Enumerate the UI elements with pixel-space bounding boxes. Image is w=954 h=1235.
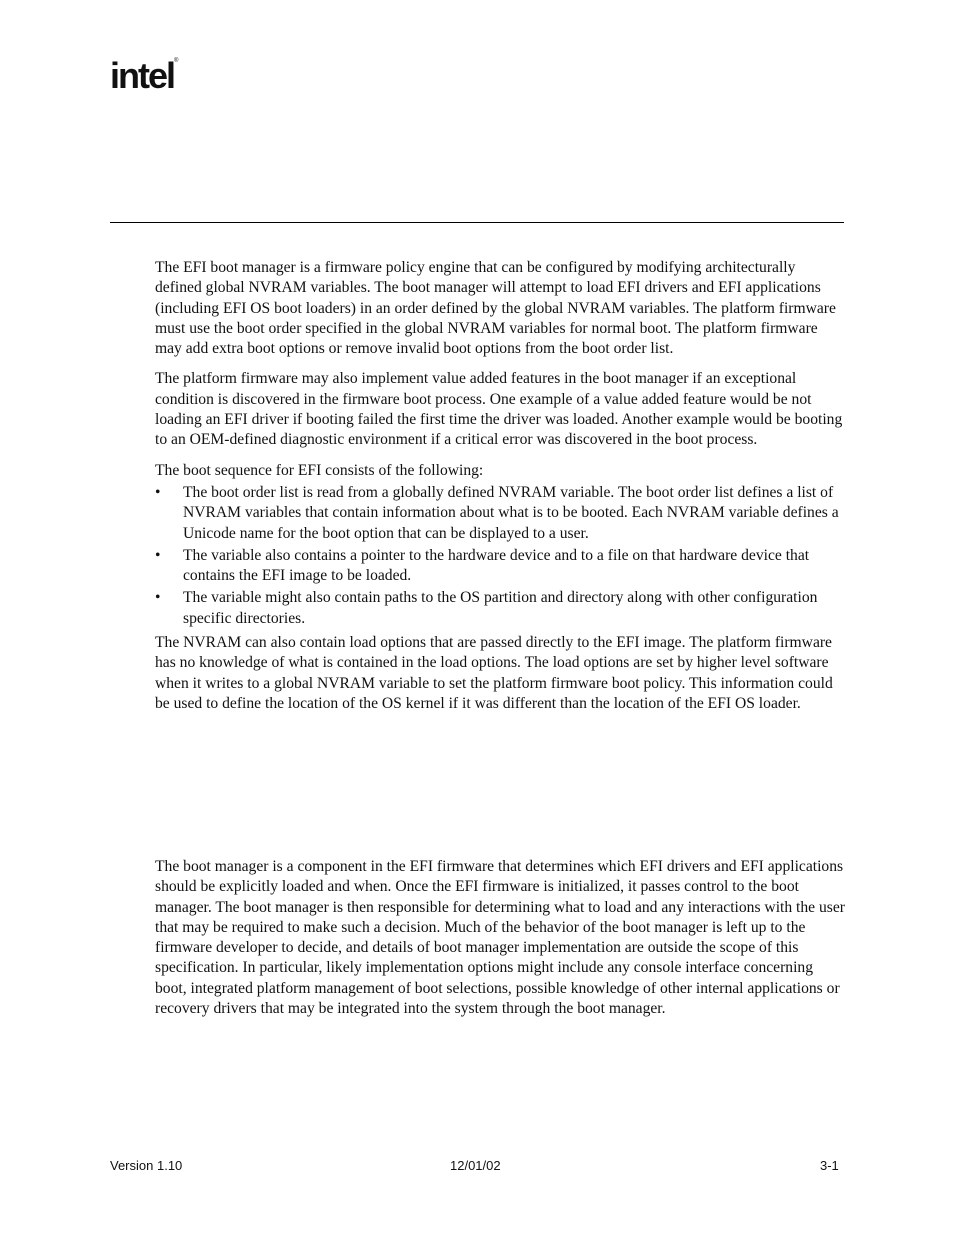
- paragraph: The EFI boot manager is a firmware policy engine that can be configured by modifying architecturally defined global NVRAM variables. The boot manager will attempt to load EFI drivers and EFI applications (including EFI OS boot loaders) in an order defined by the global NVRAM variables. The platform firmware must use the boot order specified in the global NVRAM variables for normal boot. The platform firmware may add extra boot options or remove invalid boot options from the boot order list.: [155, 259, 836, 358]
- boot-sequence-list: [155, 483, 845, 629]
- header-rule: [110, 222, 844, 223]
- paragraph: The platform firmware may also implement value added features in the boot manager if an exceptional condition is discovered in the firmware boot process. One example of a value added feature would be not loading an EFI driver if booting failed the first time the driver was loaded. Another example would be booting to an OEM-defined diagnostic environment if a critical error was discovered in the boot process.: [155, 370, 843, 449]
- list-item: • The variable might also contain paths to the OS partition and directory along with other configuration specific directories.: [155, 588, 845, 629]
- paragraph: The boot manager is a component in the EFI firmware that determines which EFI drivers and EFI applications should be explicitly loaded and when. Once the EFI firmware is initialized, it passes control to the boot manager. The boot manager is then responsible for determining what to load and any interactions with the user that may be required to make such a decision. Much of the behavior of the boot manager is left up to the firmware developer to decide, and details of boot manager implementation are outside the scope of this specification. In particular, likely implementation options might include any console interface concerning boot, integrated platform management of boot selections, possible knowledge of other internal applications or recovery drivers that may be integrated into the system through the boot manager.: [155, 858, 845, 1018]
- registered-mark: ®: [174, 58, 179, 64]
- logo-text: intel: [110, 55, 175, 96]
- footer-date: 12/01/02: [450, 1158, 501, 1173]
- footer-version: Version 1.10: [110, 1158, 183, 1173]
- paragraph: The boot sequence for EFI consists of the following:: [155, 461, 484, 479]
- paragraph: The NVRAM can also contain load options that are passed directly to the EFI image. The platform firmware has no knowledge of what is contained in the load options. The load options are set by higher level software when it writes to a global NVRAM variable to set the platform firmware boot policy. This information could be used to define the location of the OS kernel if it was different than the location of the EFI OS loader.: [155, 634, 833, 712]
- list-item: • The boot order list is read from a globally defined NVRAM variable. The boot order list defines a list of NVRAM variables that contain information about what is to be booted. Each NVRAM variable defines a Unicode name for the boot option that can be displayed to a user.: [155, 483, 845, 544]
- section-boot-manager-intro: [155, 258, 845, 724]
- intel-logo: [110, 55, 179, 96]
- section-boot-manager-component: [155, 857, 845, 1029]
- footer-page-number: 3-1: [820, 1158, 839, 1173]
- list-item: • The variable also contains a pointer to the hardware device and to a file on that hardware device that contains the EFI image to be loaded.: [155, 546, 845, 587]
